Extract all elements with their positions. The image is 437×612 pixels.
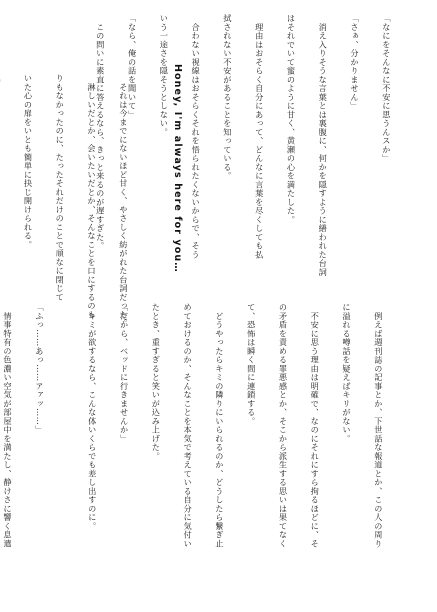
text-line: 情事特有の色濃い空気が部屋中を満たし、静けさに響く息遣 (3, 303, 14, 548)
text-line: 不安に思う理由は明確で、なのにそれにすら拘るほどに、そ (310, 303, 321, 548)
upper-left-text-block (23, 74, 150, 328)
text-line: たとき、重すぎると笑いが込み上げた。 (151, 303, 162, 461)
text-line: 淋しいだとか、会いたいだとか、そんなことを口にするのも (87, 74, 98, 319)
text-line: 「なら、俺の話を聞いて」 (127, 14, 138, 119)
text-line: 「ふっ……あっ……アァッ……」 (34, 303, 45, 435)
text-line: に溢れる噂話を疑えばキリがない。 (342, 303, 353, 443)
text-line: はそれでいて蜜のように甘く、黄瀬の心を満たした。 (286, 14, 297, 224)
text-line (0, 74, 2, 286)
text-line: 「さぁ、分かりません」 (350, 14, 361, 111)
story-title: Honey, I'm always here for you… (172, 64, 183, 273)
text-line: それは今までにないほど甘く、やさしく紡がれた台詞だった。 (118, 74, 129, 328)
text-line: の矛盾を責める罪悪感とか、そこから派生する思いは果てなく (278, 303, 289, 548)
text-line: 合わない視線はおそらくそれを悟られたくないからで、そう (191, 14, 202, 259)
text-line: て、恐怖は瞬く間に連鎖する。 (246, 303, 257, 426)
text-line: りもなかったのに、たったそれだけのことで頑なに閉じて (55, 74, 66, 302)
text-line: いう一途さを隠そうとしない。 (159, 14, 170, 137)
text-line: いた心の扉をいとも簡単に抉じ開けられる。 (23, 74, 34, 249)
text-line: この問いに素直に答えるなら、きっと来るのが遅すぎた。 (95, 14, 106, 251)
text-line: 例えば週刊誌の記事とか、下世話な報道とか、この人の周り (373, 303, 384, 548)
text-line: めておけるのか、そんなことを本気で考えている自分に気付い (183, 303, 194, 548)
lower-right-text-block (3, 303, 405, 599)
text-line: 理由はおそらく自分にあって、どんなに言葉を尽くしても払 (254, 14, 265, 259)
text-line: どうやったらキミの隣りにいられるのか、どうしたら繋ぎ止 (214, 303, 225, 548)
text-line: 消え入りそうな言葉とは裏腹に、何かを隠すように繕われた台詞 (318, 14, 329, 277)
text-line: 拭されない不安があることを知っている。 (222, 14, 233, 181)
text-line: 「だから、ベッドに行きませんか」 (119, 303, 130, 443)
text-line: キミが欲するなら、こんな体いくらでも差し出すのに。 (87, 303, 98, 531)
text-line: 「なにをそんなに不安に思うんスか」 (381, 14, 392, 163)
